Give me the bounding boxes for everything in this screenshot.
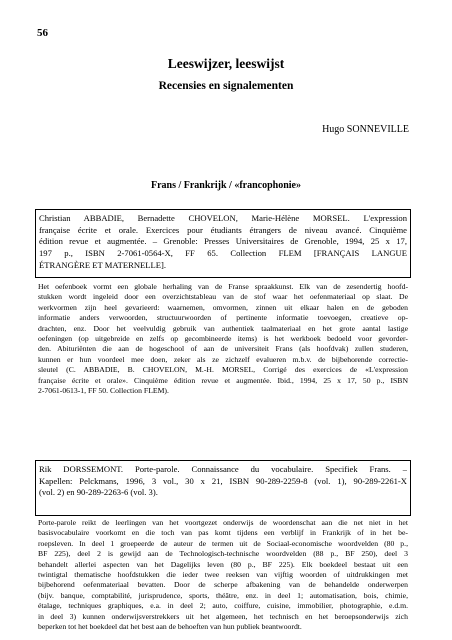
review-line: basisvocabulaire voorkomt en die toch van pas komt tijdens een verblijf in Frankrijk of in het be- <box>38 528 408 538</box>
citation-line: édition revue et augmentée. – Grenoble: Presses Universitaires de Grenoble, 1994, 25 x 17, <box>39 236 407 247</box>
page-title: Leeswijzer, leeswijst <box>167 56 285 71</box>
review-line: 2-7061-0613-1, FF 50. Collection FLEM). <box>38 386 169 396</box>
review-line: oefeningen (op uitgebreide en zelfs op gecombineerde items) is het werkboek bedoeld voor gevorder- <box>38 334 408 344</box>
review-line: kunnen er hun voordeel mee doen, zeker als ze zichzelf evalueren m.b.v. de bijbehorende correctie- <box>38 354 408 364</box>
review-line: informatie anders verwoorden, structuurwoorden of pertinente informatie toevoegen, creatieve op- <box>38 313 408 323</box>
review-line: Het oefenboek vormt een globale herhaling van de Franse spraakkunst. Elk van de zesendertig hoofd- <box>38 282 408 291</box>
citation-line: Rik DORSSEMONT. Porte-parole. Connaissance du vocabulaire. Specifiek Frans. – <box>39 464 407 474</box>
section-heading: Frans / Frankrijk / «francophonie» <box>150 180 301 191</box>
review-line: sleutel (C. ABBADIE, B. CHOVELON, M.-H. MORSEL, Corrigé des exercices de «L'expression <box>38 365 408 375</box>
review-line: beperken tot het boekdeel dat het best aan de behoeften van hun publiek beantwoordt. <box>38 622 302 632</box>
review-text-2 <box>38 518 408 632</box>
review-line: drachten, enz. Door het veelvuldig gebruik van authentiek taalmateriaal en het grote aantal lastige <box>38 323 408 333</box>
review-line: behandelt allerlei aspecten van het Dagelijks leven (80 p., BF 225). Elk boekdeel bestaat uit een <box>38 559 408 569</box>
review-text-1 <box>38 282 408 396</box>
review-line: étalage, techniques graphiques, e.a. in deel 2; auto, coiffure, cuisine, immobilier, photographie, e.d.m. <box>38 601 408 611</box>
review-line: roepsleven. In deel 1 groepeerde de auteur de termen uit de Sociaal-economische woordvelden (80 p., <box>38 538 408 548</box>
citation-box-2 <box>35 460 411 516</box>
review-line: Porte-parole reikt de leerlingen van het voortgezet onderwijs de woordenschat aan die net niet in het <box>38 518 408 527</box>
review-line: stukken wordt ingeleid door een overzichtstableau van de stof waar het oefenmateriaal op slaat. De <box>38 292 408 302</box>
review-line: (bijv. banque, comptabilité, jurisprudence, sports, théâtre, enz. in deel 1; automatisation, bois, chimie, <box>38 590 408 600</box>
citation-line: 197 p., ISBN 2-7061-0564-X, FF 65. Collection FLEM [FRANÇAIS LANGUE <box>39 248 407 259</box>
review-line: BF 225), deel 2 is gewijd aan de Technologisch-technische woordvelden (88 p., BF 250), deel 3 <box>38 549 408 559</box>
review-line: twintigtal thematische hoofdstukken die ieder twee reeksen van vijftig woorden of uitdrukkingen met <box>38 570 408 580</box>
review-line: in deel 3) kunnen onderwijsverstrekkers uit het algemeen, het technisch en het beroepsonderwijs zich <box>38 611 408 621</box>
review-line: française écrite et orale». Cinquième édition revue et augmentée. Ibid., 1994, 25 x 17, 50 p., ISBN <box>38 375 408 385</box>
review-line: den. Abituriënten die aan de hogeschool of aan de universiteit Frans (als hoofdvak) zullen studeren, <box>38 344 408 354</box>
author-name: Hugo SONNEVILLE <box>322 124 409 135</box>
page-subtitle: Recensies en signalementen <box>158 80 294 92</box>
citation-line: française écrite et orale. Exercices pour étudiants étrangers de niveau avancé. Cinquième <box>39 224 407 235</box>
citation-box-1 <box>35 209 411 278</box>
review-line: bijbehorend oefenmateriaal bevatten. Door de scherpe afbakening van de behandelde onderwerpen <box>38 580 408 590</box>
page-number: 56 <box>37 27 48 39</box>
review-line: werkvormen zijn heel gevarieerd: waarnemen, omvormen, zinnen uit elkaar halen en de geboden <box>38 302 408 312</box>
citation-line: ÉTRANGÈRE ET MATERNELLE]. <box>39 259 167 270</box>
citation-line: (vol. 2) en 90-289-2263-6 (vol. 3). <box>39 487 158 498</box>
citation-line: Kapellen: Pelckmans, 1996, 3 vol., 30 x 21, ISBN 90-289-2259-8 (vol. 1), 90-289-2261-X <box>39 475 407 486</box>
citation-line: Christian ABBADIE, Bernadette CHOVELON, Marie-Hélène MORSEL. L'expression <box>39 213 407 223</box>
